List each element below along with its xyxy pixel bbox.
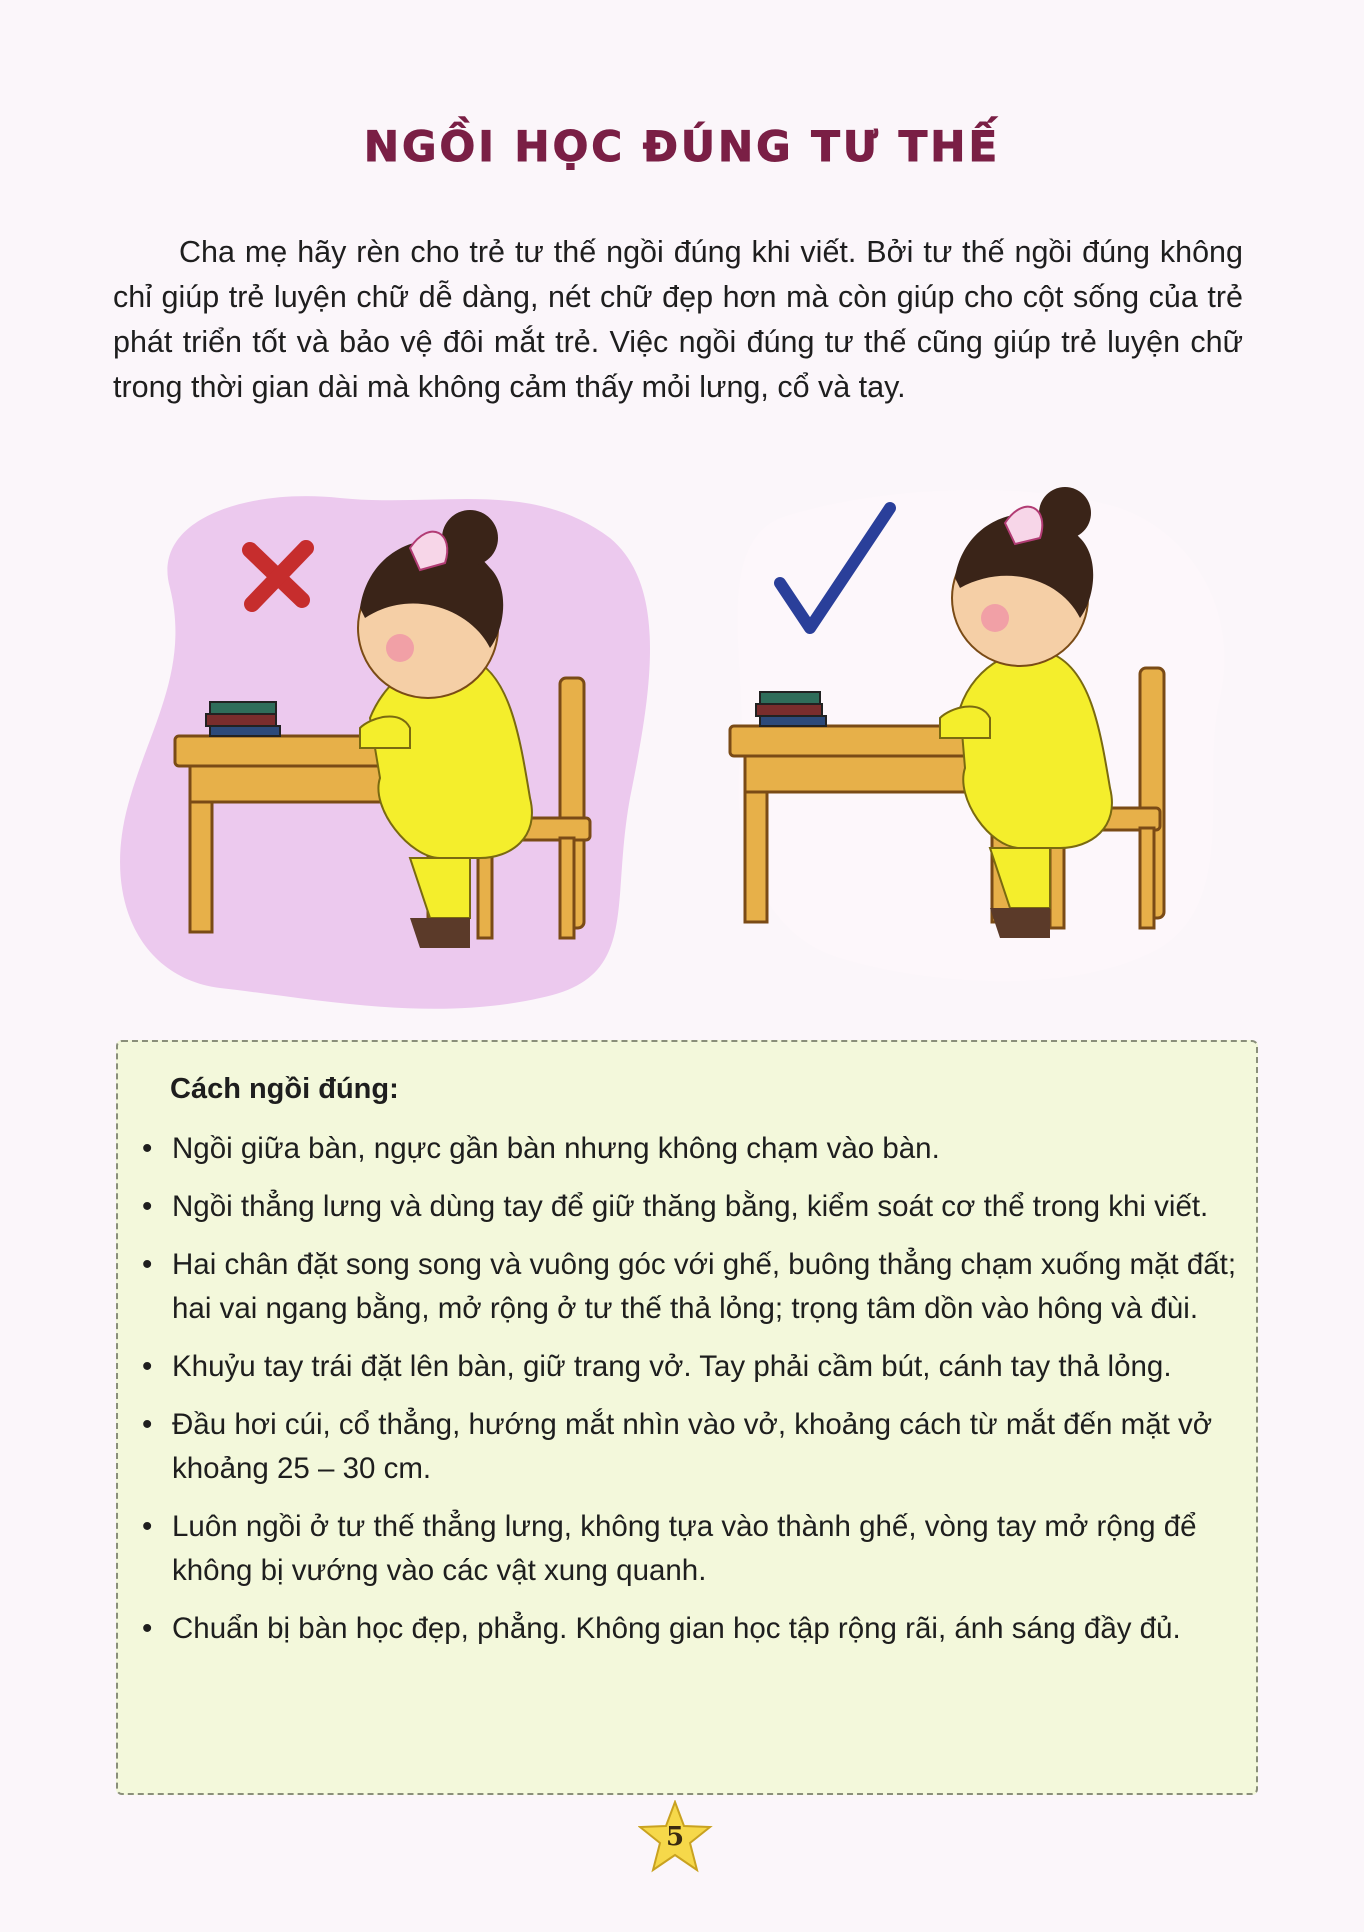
- bullet: •: [142, 1612, 153, 1645]
- tips-list: [138, 1127, 1238, 1665]
- tips-title: Cách ngồi đúng:: [170, 1073, 399, 1105]
- list-item: • Ngồi thẳng lưng và dùng tay để giữ thăng bằng, kiểm soát cơ thể trong khi viết.: [138, 1185, 1238, 1229]
- list-item: • Khuỷu tay trái đặt lên bàn, giữ trang vở. Tay phải cầm bút, cánh tay thả lỏng.: [138, 1345, 1238, 1389]
- list-item: • Ngồi giữa bàn, ngực gần bàn nhưng không chạm vào bàn.: [138, 1127, 1238, 1171]
- correct-posture-illustration: [720, 478, 1240, 998]
- books: [206, 702, 280, 736]
- list-item: • Hai chân đặt song song và vuông góc với ghế, buông thẳng chạm xuống mặt đất; hai vai ngang bằng, mở rộng ở tư thế thả lỏng; trọng tâm dồn vào hông và đùi.: [138, 1243, 1238, 1331]
- page-number: 5: [665, 1822, 685, 1852]
- page-number-badge: [638, 1800, 718, 1880]
- list-item: • Chuẩn bị bàn học đẹp, phẳng. Không gian học tập rộng rãi, ánh sáng đầy đủ.: [138, 1607, 1238, 1651]
- bullet: •: [142, 1190, 153, 1223]
- bullet: •: [142, 1248, 153, 1281]
- wrong-posture-illustration: [110, 478, 670, 1018]
- bullet: •: [142, 1350, 153, 1383]
- bullet: •: [142, 1510, 153, 1543]
- bullet: •: [142, 1408, 153, 1441]
- books: [756, 692, 826, 726]
- bullet: •: [142, 1132, 153, 1165]
- list-item: • Luôn ngồi ở tư thế thẳng lưng, không tựa vào thành ghế, vòng tay mở rộng để không bị vướng vào các vật xung quanh.: [138, 1505, 1238, 1593]
- page-title: NGỒI HỌC ĐÚNG TƯ THẾ: [363, 122, 1001, 171]
- intro-text: Cha mẹ hãy rèn cho trẻ tư thế ngồi đúng khi viết. Bởi tư thế ngồi đúng không chỉ giúp trẻ luyện chữ dễ dàng, nét chữ đẹp hơn mà còn giúp cho cột sống của trẻ phát triển tốt và bảo vệ đôi mắt trẻ. Việc ngồi đúng tư thế cũng giúp trẻ luyện chữ trong thời gian dài mà không cảm thấy mỏi lưng, cổ và tay.: [113, 235, 1243, 404]
- list-item: • Đầu hơi cúi, cổ thẳng, hướng mắt nhìn vào vở, khoảng cách từ mắt đến mặt vở khoảng 25 – 30 cm.: [138, 1403, 1238, 1491]
- intro-paragraph: [113, 230, 1243, 410]
